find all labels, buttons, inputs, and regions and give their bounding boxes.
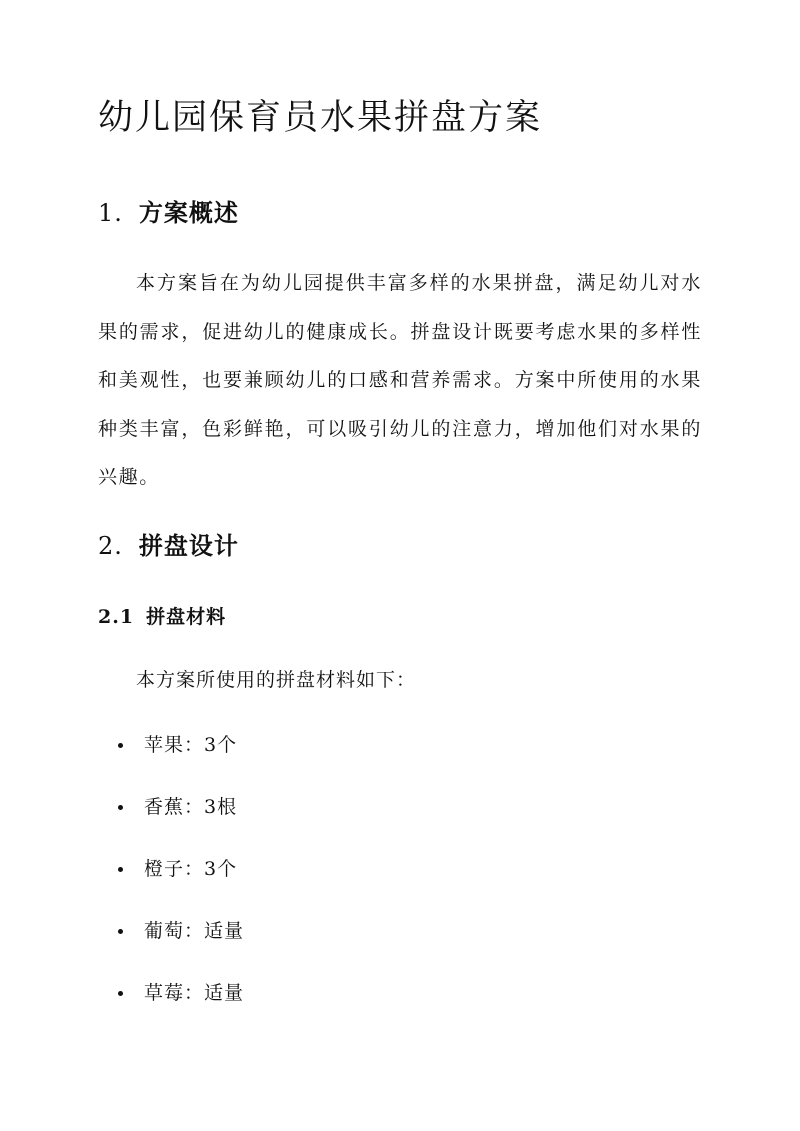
bullet-icon <box>118 991 123 996</box>
list-item-text: 草莓：适量 <box>144 982 245 1004</box>
bullet-icon <box>118 805 123 810</box>
section-1-number: 1. <box>98 199 123 227</box>
list-item <box>118 980 244 1042</box>
materials-list <box>118 732 244 1042</box>
subsection-2-1-title: 拼盘材料 <box>146 606 227 628</box>
section-1-paragraph: 本方案旨在为幼儿园提供丰富多样的水果拼盘，满足幼儿对水果的需求，促进幼儿的健康成长。拼盘设计既要考虑水果的多样性和美观性，也要兼顾幼儿的口感和营养需求。方案中所使用的水果种类丰富，色彩鲜艳，可以吸引幼儿的注意力，增加他们对水果的兴趣。 <box>98 272 702 488</box>
list-item <box>118 794 244 856</box>
subsection-2-1-heading <box>98 604 226 630</box>
bullet-icon <box>118 929 123 934</box>
bullet-icon <box>118 743 123 748</box>
bullet-icon <box>118 867 123 872</box>
list-item <box>118 732 244 794</box>
subsection-2-1-number: 2.1 <box>98 606 135 628</box>
section-2-heading <box>98 530 239 562</box>
list-item <box>118 856 244 918</box>
list-item <box>118 918 244 980</box>
section-1-heading <box>98 197 239 229</box>
section-2-title: 拼盘设计 <box>138 531 239 560</box>
list-item-text: 香蕉：3根 <box>144 796 238 818</box>
document-title: 幼儿园保育员水果拼盘方案 <box>98 98 543 138</box>
list-item-text: 橙子：3个 <box>144 858 238 880</box>
section-2-number: 2. <box>98 532 123 560</box>
section-1-title: 方案概述 <box>138 198 239 227</box>
list-item-text: 苹果：3个 <box>144 734 238 756</box>
materials-intro: 本方案所使用的拼盘材料如下： <box>136 669 417 691</box>
list-item-text: 葡萄：适量 <box>144 920 245 942</box>
